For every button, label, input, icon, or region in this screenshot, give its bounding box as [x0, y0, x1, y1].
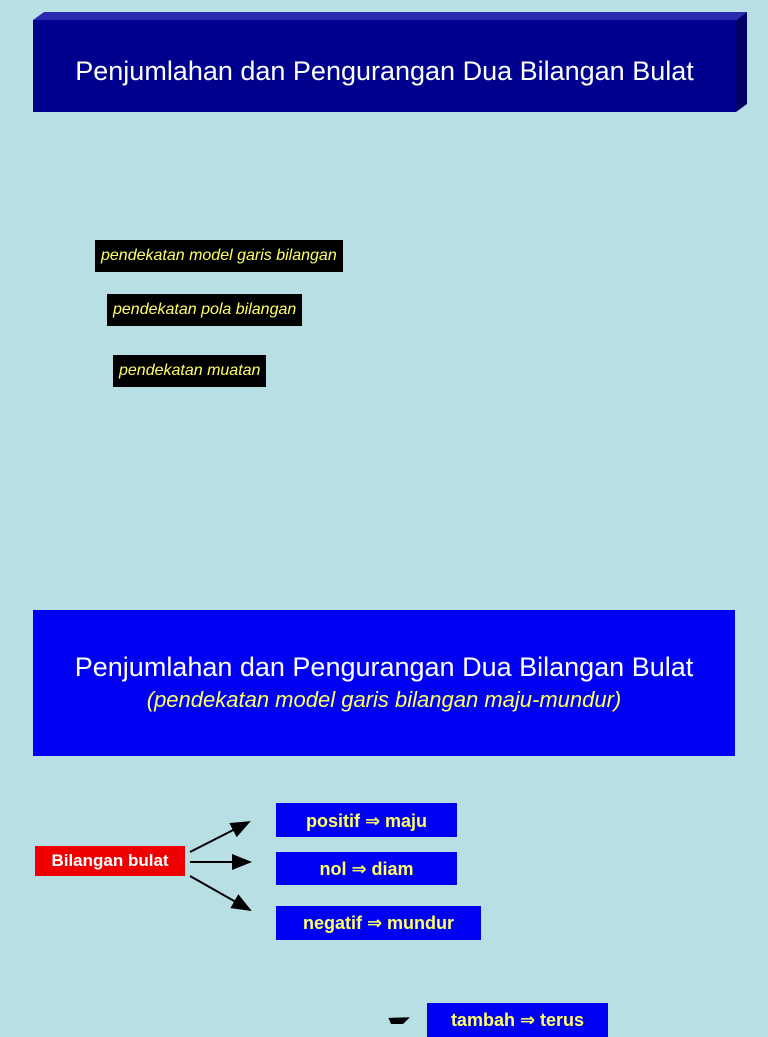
approach-number-line: pendekatan model garis bilangan: [95, 240, 343, 272]
source-label-integer: Bilangan bulat: [35, 846, 185, 876]
rule-zero: nol ⇒ diam: [276, 852, 457, 885]
arrow-to-negative: [190, 876, 250, 910]
approach-number-pattern: pendekatan pola bilangan: [107, 294, 302, 326]
rule-negative: negatif ⇒ mundur: [276, 906, 481, 940]
arrow-to-add: [385, 1018, 408, 1024]
arrow-to-positive: [190, 822, 249, 852]
approach-charge: pendekatan muatan: [113, 355, 266, 387]
slide1-title: Penjumlahan dan Pengurangan Dua Bilangan Bulat: [75, 56, 694, 86]
rule-add-partial: tambah ⇒ terus: [427, 1003, 608, 1037]
slide2-subtitle: (pendekatan model garis bilangan maju-mundur): [146, 687, 622, 712]
slide2-title: Penjumlahan dan Pengurangan Dua Bilangan Bulat: [74, 652, 694, 682]
rule-positive: positif ⇒ maju: [276, 803, 457, 837]
